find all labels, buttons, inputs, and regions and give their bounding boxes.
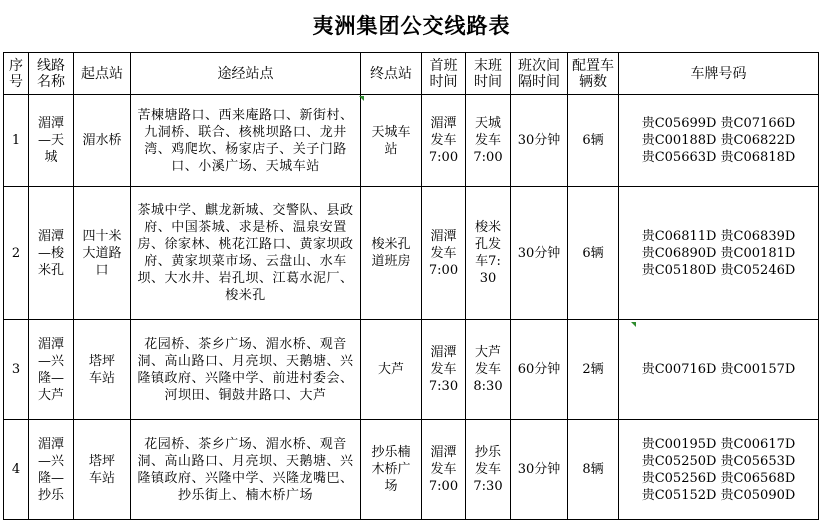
plate-line: 贵C06811D 贵C06839D [641, 228, 796, 244]
header-name: 线路名称 [29, 53, 74, 95]
cell-end: 天城车站 [361, 95, 422, 187]
cell-plates [619, 187, 819, 320]
cell-vehicles: 6辆 [568, 95, 619, 187]
cell-start: 湄水桥 [74, 95, 131, 187]
cell-start: 四十米大道路口 [74, 187, 131, 320]
cell-vehicles: 8辆 [568, 420, 619, 520]
cell-last: 梭米孔发车7:30 [466, 187, 511, 320]
cell-vehicles: 2辆 [568, 320, 619, 420]
plate-line: 贵C00716D 贵C00157D [641, 362, 796, 377]
cell-index: 4 [4, 420, 29, 520]
cell-interval: 30分钟 [511, 95, 568, 187]
cell-stops: 花园桥、茶乡广场、湄水桥、观音洞、高山路口、月亮坝、天鹅塘、兴隆镇政府、兴隆中学、兴隆龙嘴巴、抄乐街上、楠木桥广场 [131, 420, 361, 520]
comment-marker [631, 322, 636, 327]
cell-plates [619, 320, 819, 420]
cell-end: 抄乐楠木桥广场 [361, 420, 422, 520]
plate-line: 贵C05699D 贵C07166D [641, 116, 796, 131]
table-row [4, 320, 819, 420]
plate-line: 贵C05250D 贵C05653D [641, 453, 796, 469]
plate-line: 贵C05180D 贵C05246D [641, 262, 796, 278]
header-vehicles: 配置车辆数 [568, 53, 619, 95]
cell-stops: 苦楝塘路口、西来庵路口、新街村、九洞桥、联合、核桃坝路口、龙井湾、鸡爬坎、杨家店子、关子门路口、小溪广场、天城车站 [131, 95, 361, 187]
plate-line: 贵C00195D 贵C00617D [641, 436, 796, 452]
cell-index: 2 [4, 187, 29, 320]
cell-last: 抄乐发车7:30 [466, 420, 511, 520]
cell-name: 湄潭—天城 [29, 95, 74, 187]
cell-last: 天城发车7:00 [466, 95, 511, 187]
cell-end: 梭米孔道班房 [361, 187, 422, 320]
cell-start: 塔坪车站 [74, 420, 131, 520]
plate-line: 贵C00188D 贵C06822D [641, 133, 796, 148]
cell-stops: 茶城中学、麒龙新城、交警队、县政府、中国茶城、求是桥、温泉安置房、徐家林、桃花江路口、黄家坝政府、黄家坝菜市场、云盘山、水车坝、大水井、岩孔坝、江葛水泥厂、梭米孔 [131, 187, 361, 320]
table-row [4, 95, 819, 187]
route-table [3, 52, 819, 520]
header-stops: 途经站点 [131, 53, 361, 95]
header-first: 首班时间 [422, 53, 466, 95]
cell-name: 湄潭—兴隆—抄乐 [29, 420, 74, 520]
cell-interval: 60分钟 [511, 320, 568, 420]
header-end: 终点站 [361, 53, 422, 95]
cell-name: 湄潭—梭米孔 [29, 187, 74, 320]
header-plates: 车牌号码 [619, 53, 819, 95]
table-row [4, 187, 819, 320]
plate-line: 贵C06890D 贵C00181D [641, 245, 796, 261]
cell-index: 3 [4, 320, 29, 420]
cell-last: 大芦发车8:30 [466, 320, 511, 420]
cell-stops: 花园桥、茶乡广场、湄水桥、观音洞、高山路口、月亮坝、天鹅塘、兴隆镇政府、兴隆中学、前进村委会、河坝田、铜鼓井路口、大芦 [131, 320, 361, 420]
comment-marker [359, 96, 364, 101]
cell-vehicles: 6辆 [568, 187, 619, 320]
table-title: 夷洲集团公交线路表 [312, 13, 511, 38]
cell-plates [619, 95, 819, 187]
cell-name: 湄潭—兴隆—大芦 [29, 320, 74, 420]
cell-first: 湄潭发车7:00 [422, 95, 466, 187]
cell-index: 1 [4, 95, 29, 187]
cell-first: 湄潭发车7:00 [422, 420, 466, 520]
header-last: 末班时间 [466, 53, 511, 95]
header-row [4, 53, 819, 95]
cell-first: 湄潭发车7:00 [422, 187, 466, 320]
plate-line: 贵C05663D 贵C06818D [641, 150, 796, 165]
header-start: 起点站 [74, 53, 131, 95]
header-index: 序号 [4, 53, 29, 95]
cell-start: 塔坪车站 [74, 320, 131, 420]
cell-interval: 30分钟 [511, 187, 568, 320]
table-row [4, 420, 819, 520]
cell-end: 大芦 [361, 320, 422, 420]
cell-interval: 30分钟 [511, 420, 568, 520]
header-interval: 班次间隔时间 [511, 53, 568, 95]
cell-first: 湄潭发车7:30 [422, 320, 466, 420]
plate-line: 贵C05256D 贵C06568D [641, 470, 796, 486]
plate-line: 贵C05152D 贵C05090D [641, 487, 796, 503]
cell-plates [619, 420, 819, 520]
